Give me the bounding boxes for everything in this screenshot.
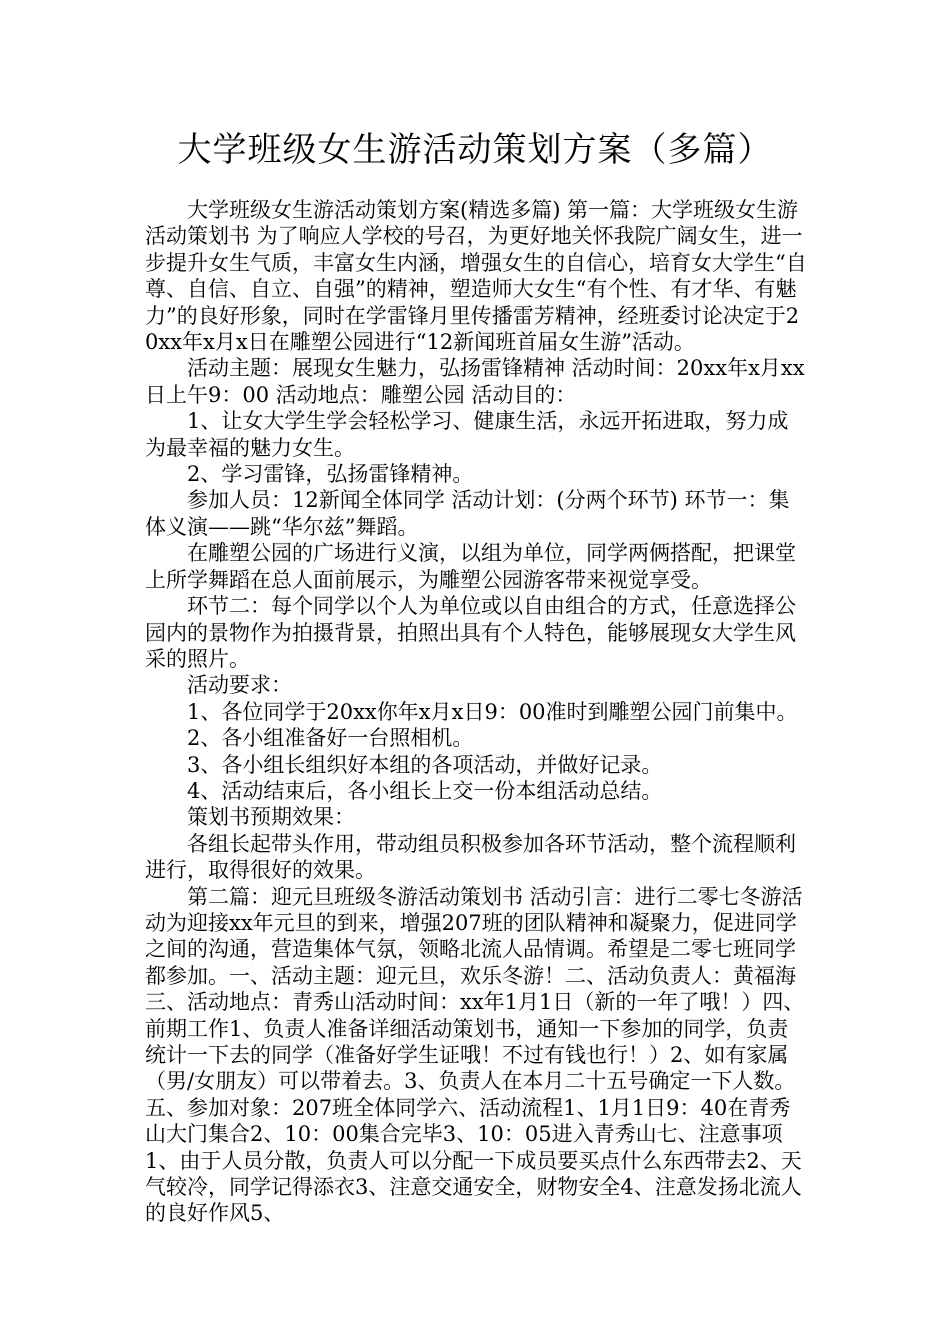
document-title: 大学班级女生游活动策划方案（多篇） (177, 130, 773, 170)
paragraph-requirement-3: 3、各小组长组织好本组的各项活动，并做好记录。 (187, 752, 663, 777)
paragraph-activity-theme: 活动主题：展现女生魅力，弘扬雷锋精神 活动时间：20xx年x月xx日上午9：00 活动地点：雕塑公园 活动目的： (145, 356, 805, 407)
paragraph-performance: 在雕塑公园的广场进行义演，以组为单位，同学两俩搭配，把课堂上所学舞蹈在总人面前展示，为雕塑公园游客带来视觉享受。 (145, 541, 796, 592)
paragraph-goal-1: 1、让女大学生学会轻松学习、健康生活，永远开拓进取，努力成为最幸福的魅力女生。 (145, 409, 789, 460)
paragraph-intro: 大学班级女生游活动策划方案(精选多篇) 第一篇：大学班级女生游活动策划书 为了响应人学校的号召，为更好地关怀我院广阔女生，进一步提升女生气质，丰富女生内涵，增强女生的自信心，培育女大学生“自尊、自信、自立、自强”的精神，塑造师大女生“有个性、有才华、有魅力”的良好形象，同时在学雷锋月里传播雷芳精神，经班委讨论决定于20xx年x月x日在雕塑公园进行“12新闻班首届女生游”活动。 (145, 198, 807, 355)
paragraph-effect-heading: 策划书预期效果： (187, 805, 355, 830)
paragraph-requirement-1: 1、各位同学于20xx你年x月x日9：00准时到雕塑公园门前集中。 (187, 699, 798, 724)
document-body (145, 197, 809, 1227)
paragraph-participants: 参加人员：12新闻全体同学 活动计划：(分两个环节) 环节一：集体义演——跳“华尔兹”舞蹈。 (145, 488, 790, 539)
paragraph-goal-2: 2、学习雷锋，弘扬雷锋精神。 (187, 462, 474, 487)
paragraph-requirement-2: 2、各小组准备好一台照相机。 (187, 726, 474, 751)
paragraph-requirement-4: 4、活动结束后，各小组长上交一份本组活动总结。 (187, 778, 663, 803)
paragraph-second-plan: 第二篇：迎元旦班级冬游活动策划书 活动引言：进行二零七冬游活动为迎接xx年元旦的到来，增强207班的团队精神和凝聚力，促进同学之间的沟通，营造集体气氛，领略北流人品情调。希望是二零七班同学都参加。一、活动主题：迎元旦，欢乐冬游！二、活动负责人：黄福海三、活动地点：青秀山活动时间：xx年1月1日（新的一年了哦！）四、前期工作1、负责人准备详细活动策划书，通知一下参加的同学，负责统计一下去的同学（准备好学生证哦！不过有钱也行！）2、如有家属（男/女朋友）可以带着去。3、负责人在本月二十五号确定一下人数。五、参加对象：207班全体同学六、活动流程1、1月1日9：40在青秀山大门集合2、10：00集合完毕3、10：05进入青秀山七、注意事项1、由于人员分散，负责人可以分配一下成员要买点什么东西带去2、天气较冷，同学记得添衣3、注意交通安全，财物安全4、注意发扬北流人的良好作风5、 (145, 884, 805, 1226)
paragraph-effect: 各组长起带头作用，带动组员积极参加各环节活动，整个流程顺利进行，取得很好的效果。 (145, 831, 796, 883)
paragraph-section-two: 环节二：每个同学以个人为单位或以自由组合的方式，任意选择公园内的景物作为拍摄背景，拍照出具有个人特色，能够展现女大学生风采的照片。 (145, 594, 796, 671)
paragraph-requirements-heading: 活动要求： (187, 673, 292, 698)
